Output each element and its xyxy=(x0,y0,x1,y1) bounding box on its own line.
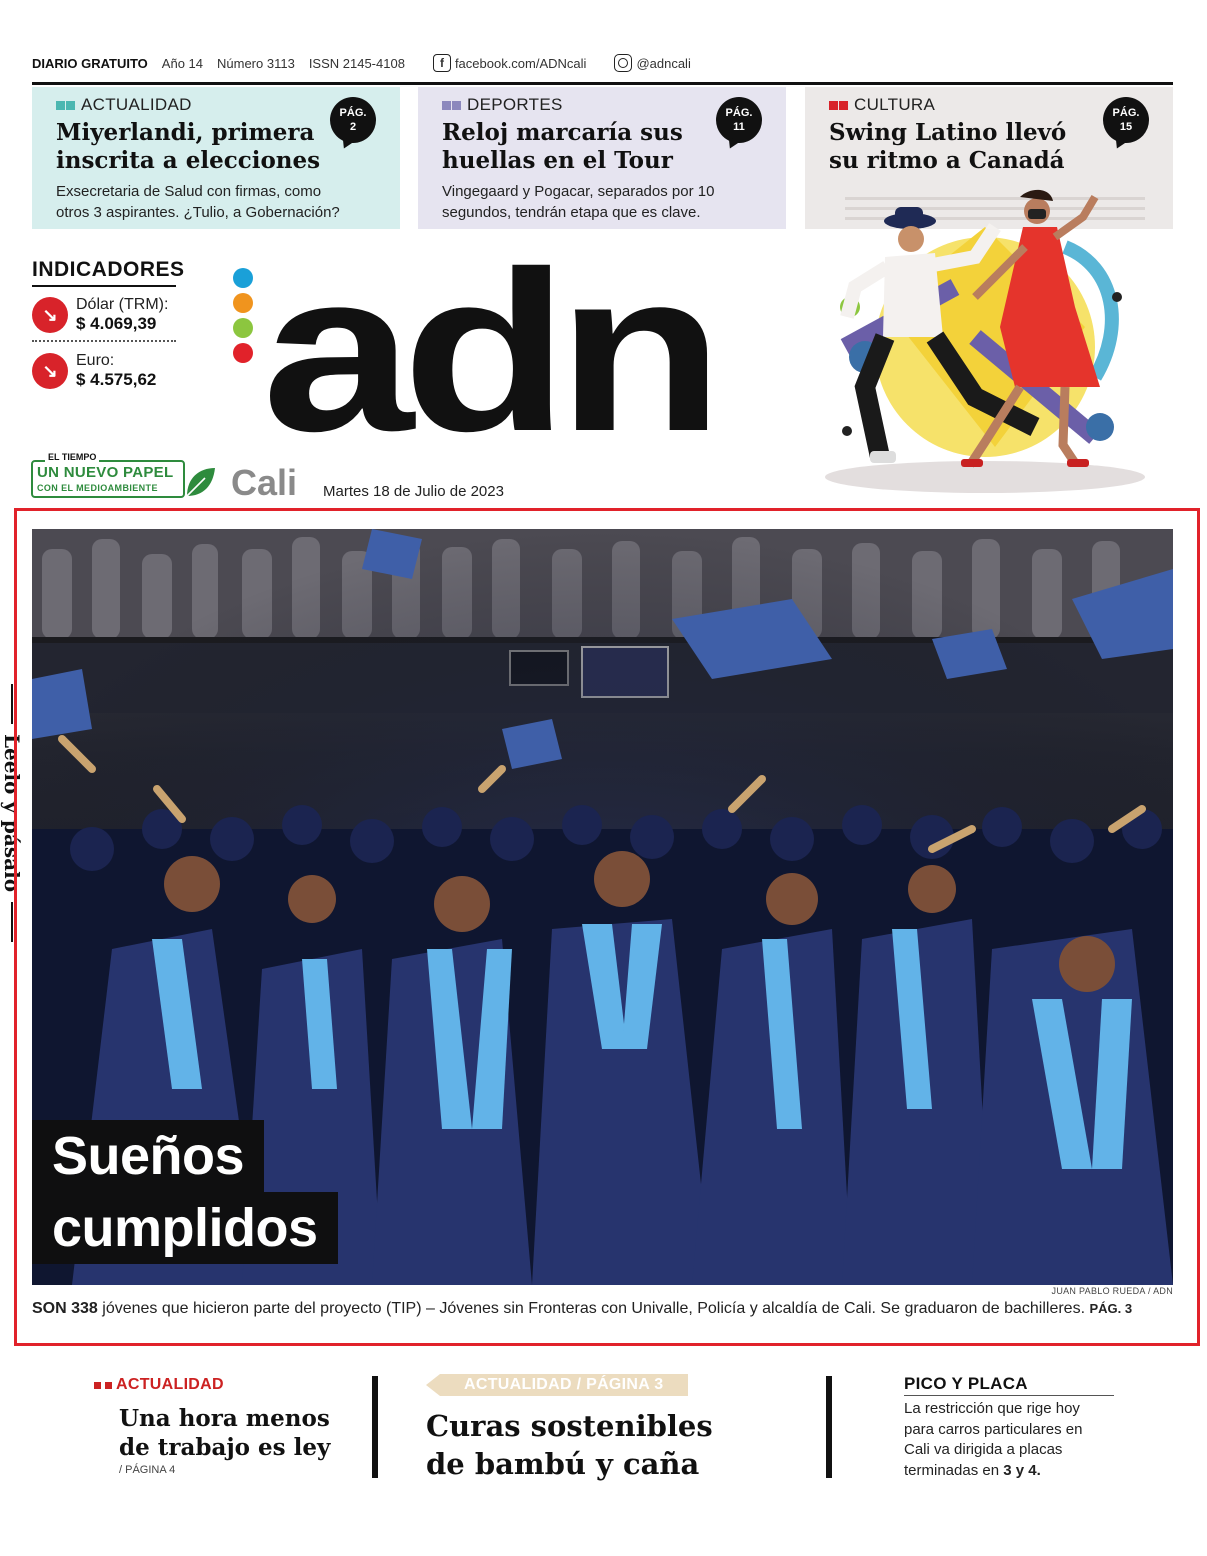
year-label: Año 14 xyxy=(161,55,203,71)
lead-caption xyxy=(32,1300,1173,1318)
indicator-euro xyxy=(32,349,182,393)
issn-label: ISSN 2145-4108 xyxy=(308,55,405,71)
bottom-teaser-center[interactable] xyxy=(426,1374,756,1483)
logo-dot-orange xyxy=(233,293,253,313)
dancers-illustration xyxy=(825,187,1150,499)
teaser-headline: Miyerlandi, primera inscrita a elecciones xyxy=(56,119,321,174)
leaf-icon xyxy=(183,464,217,500)
instagram-link[interactable] xyxy=(614,54,690,72)
logo-wordmark: adn xyxy=(262,262,712,437)
teaser-summary: Exsecretaria de Salud con firmas, como otros 3 aspirantes. ¿Tulio, a Gobernación? xyxy=(56,183,340,221)
facebook-icon: f xyxy=(433,54,451,72)
page-badge: PÁG. 15 xyxy=(1103,97,1149,143)
facebook-link[interactable] xyxy=(433,54,587,72)
headline-line-1: Sueños xyxy=(32,1120,264,1192)
teaser-actualidad[interactable] xyxy=(32,87,400,229)
bottom-divider xyxy=(826,1376,832,1478)
lead-headline[interactable] xyxy=(32,1120,338,1264)
caption-page: PÁG. 3 xyxy=(1089,1301,1133,1316)
teaser-section: ACTUALIDAD xyxy=(56,95,390,115)
pico-text: La restricción que rige hoy para carros particulares en Cali va dirigida a placas terminadas en 3 y 4. xyxy=(904,1400,1083,1479)
teaser-headline: Swing Latino llevó su ritmo a Canadá xyxy=(829,119,1067,174)
caption-lead: SON 338 xyxy=(32,1300,98,1317)
logo-dot-red xyxy=(233,343,253,363)
indicator-divider xyxy=(32,340,176,342)
logo-dot-green xyxy=(233,318,253,338)
page-badge: PÁG. 2 xyxy=(330,97,376,143)
bottom-teaser-left[interactable] xyxy=(94,1376,364,1476)
bottom-headline: Una hora menos de trabajo es ley xyxy=(119,1405,331,1461)
indicator-label: Dólar (TRM): xyxy=(76,296,169,313)
teaser-deportes[interactable] xyxy=(418,87,786,229)
facebook-handle: facebook.com/ADNcali xyxy=(454,55,587,71)
side-slogan: Leelo y pásalo xyxy=(0,683,25,943)
instagram-handle: @adncali xyxy=(636,55,691,71)
logo-dot-blue xyxy=(233,268,253,288)
adn-logo[interactable] xyxy=(262,262,712,437)
free-daily-label: DIARIO GRATUITO xyxy=(32,55,148,71)
pico-title: PICO Y PLACA xyxy=(904,1374,1028,1393)
photo-credit: JUAN PABLO RUEDA / ADN xyxy=(1051,1286,1173,1296)
bottom-divider xyxy=(372,1376,378,1478)
masthead-info-bar xyxy=(32,50,1173,76)
instagram-icon xyxy=(614,54,632,72)
indicator-dollar xyxy=(32,293,182,337)
indicator-label: Euro: xyxy=(76,352,115,369)
teaser-headline: Reloj marcaría sus huellas en el Tour xyxy=(442,119,683,174)
indicators-rule xyxy=(32,285,176,287)
indicators-title: INDICADORES xyxy=(32,258,185,281)
teaser-summary: Vingegaard y Pogacar, separados por 10 segundos, tendrán etapa que es clave. xyxy=(442,183,715,221)
eco-badge: EL TIEMPO UN NUEVO PAPEL CON EL MEDIOAMBIENTE xyxy=(31,452,216,500)
bottom-headline: Curas sostenibles de bambú y caña xyxy=(426,1409,713,1481)
indicator-value: $ 4.069,39 xyxy=(76,314,157,333)
trend-down-icon: ↘ xyxy=(32,297,68,333)
caption-text: jóvenes que hicieron parte del proyecto (TIP) – Jóvenes sin Fronteras con Univalle, Policía y alcaldía de Cali. Se graduaron de bachilleres. xyxy=(97,1300,1090,1317)
city-label: Cali xyxy=(231,462,298,503)
headline-line-2: cumplidos xyxy=(32,1192,338,1264)
top-rule xyxy=(32,82,1173,85)
trend-down-icon: ↘ xyxy=(32,353,68,389)
bottom-section: ACTUALIDAD xyxy=(94,1376,364,1394)
bottom-section-ribbon: ACTUALIDAD / PÁGINA 3 xyxy=(426,1374,688,1396)
page-badge: PÁG. 11 xyxy=(716,97,762,143)
pico-y-placa[interactable] xyxy=(904,1374,1114,1481)
issue-number: Número 3113 xyxy=(217,55,295,71)
bottom-page-ref: / PÁGINA 4 xyxy=(119,1464,176,1476)
teaser-section: DEPORTES xyxy=(442,95,776,115)
indicator-value: $ 4.575,62 xyxy=(76,370,157,389)
edition-date: Martes 18 de Julio de 2023 xyxy=(323,483,504,500)
teaser-section: CULTURA xyxy=(829,95,1163,115)
